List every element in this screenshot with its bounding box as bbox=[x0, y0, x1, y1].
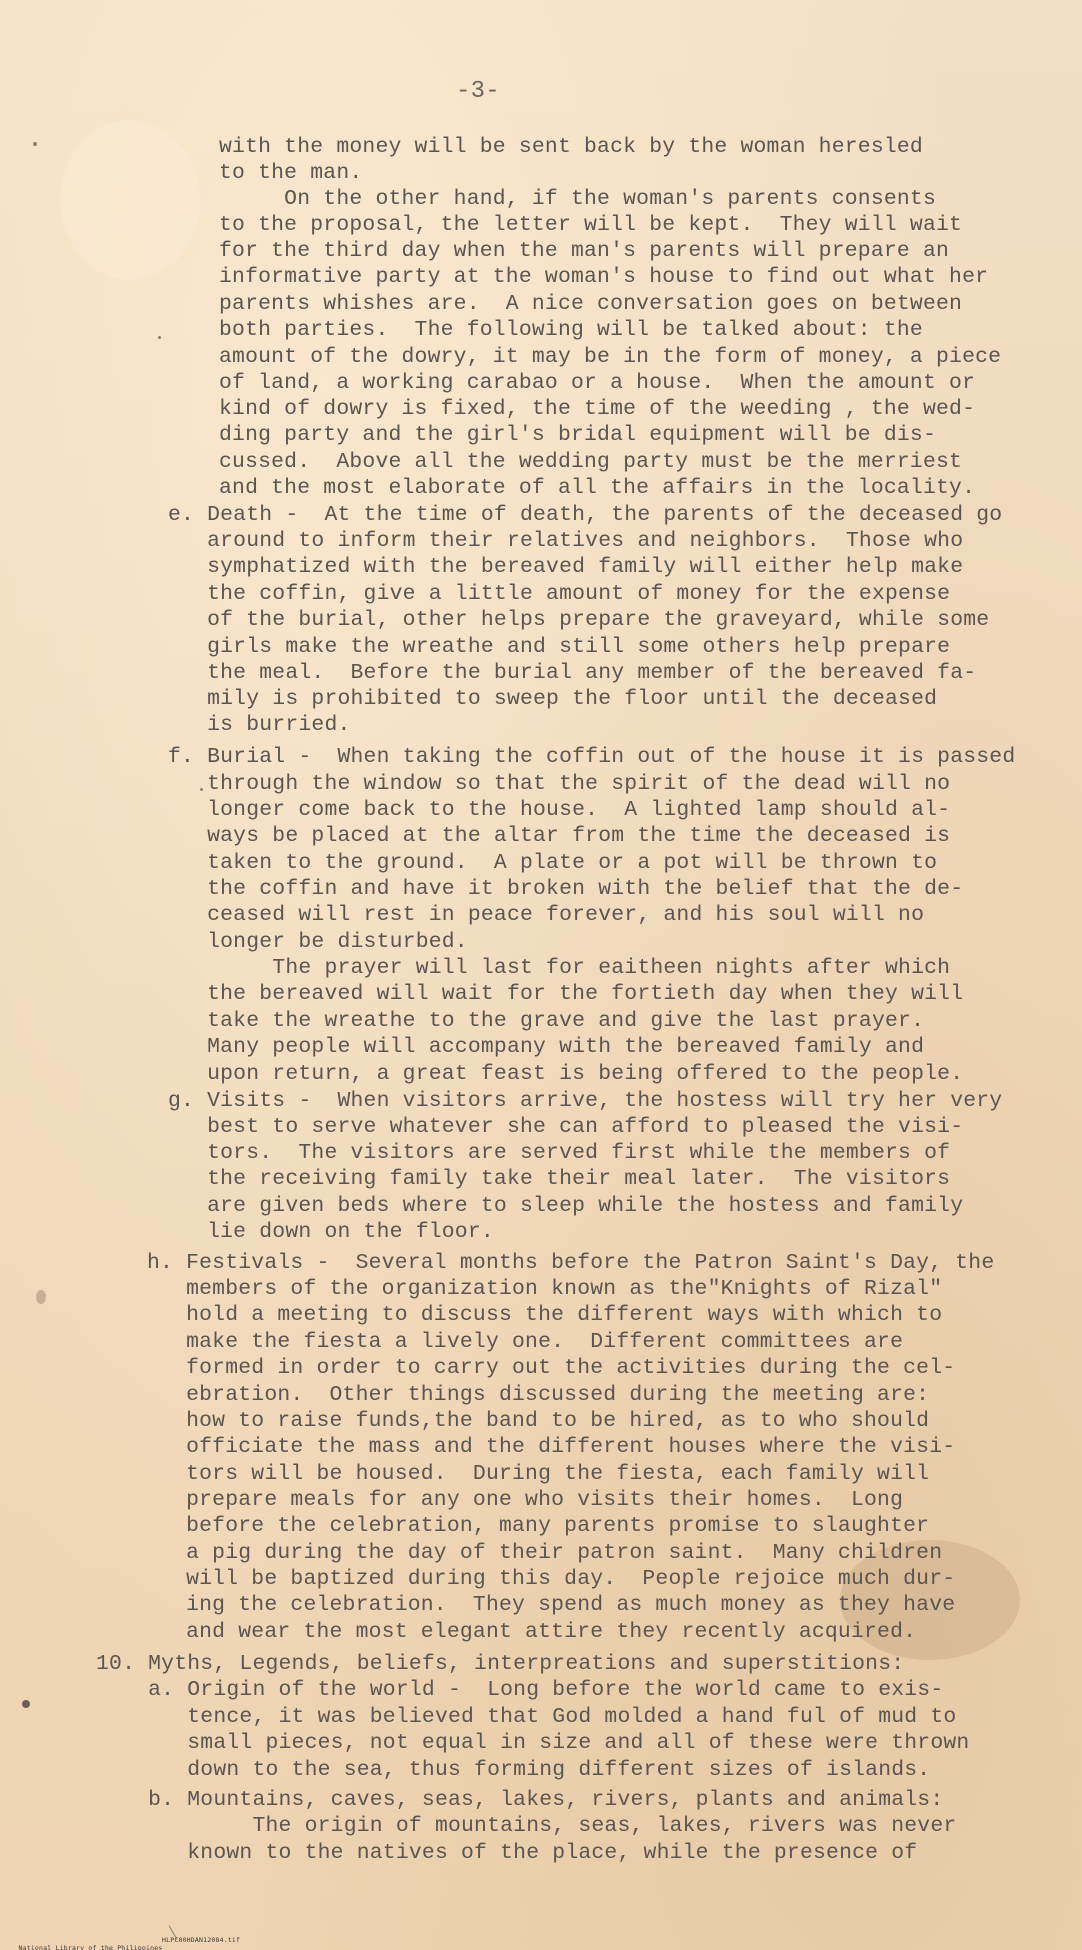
text-line: small pieces, not equal in size and all of these were thrown bbox=[96, 1731, 970, 1755]
text-line: ding party and the girl's bridal equipment will be dis- bbox=[219, 423, 937, 447]
text-line: ebration. Other things discussed during the meeting are: bbox=[147, 1383, 930, 1407]
text-line: ing the celebration. They spend as much money as they have bbox=[147, 1593, 956, 1617]
text-line: the coffin, give a little amount of money for the expense bbox=[168, 582, 951, 606]
text-line: for the third day when the man's parents will prepare an bbox=[219, 239, 950, 263]
text-line: of land, a working carabao or a house. When the amount or bbox=[219, 371, 976, 395]
text-line: 10. Myths, Legends, beliefs, interpreations and superstitions: bbox=[96, 1652, 905, 1676]
text-line: a pig during the day of their patron saint. Many children bbox=[147, 1541, 943, 1565]
text-line: take the wreathe to the grave and give the last prayer. bbox=[168, 1009, 925, 1033]
text-line: longer come back to the house. A lighted lamp should al- bbox=[168, 798, 951, 822]
text-line: around to inform their relatives and neighbors. Those who bbox=[168, 529, 964, 553]
text-line: through the window so that the spirit of the dead will no bbox=[168, 772, 951, 796]
text-line: to the man. bbox=[219, 161, 363, 185]
text-line: to the proposal, the letter will be kept. They will wait bbox=[219, 213, 963, 237]
text-line: e. Death - At the time of death, the parents of the deceased go bbox=[168, 503, 1003, 527]
text-line: will be baptized during this day. People rejoice much dur- bbox=[147, 1567, 956, 1591]
text-line: The prayer will last for eaitheen nights after which bbox=[168, 956, 951, 980]
text-line: upon return, a great feast is being offered to the people. bbox=[168, 1062, 964, 1086]
text-line: the meal. Before the burial any member of the bereaved fa- bbox=[168, 661, 977, 685]
text-line: taken to the ground. A plate or a pot will be thrown to bbox=[168, 851, 938, 875]
text-line: prepare meals for any one who visits their homes. Long bbox=[147, 1488, 904, 1512]
text-line: On the other hand, if the woman's parents consents bbox=[219, 187, 937, 211]
text-line: hold a meeting to discuss the different ways with which to bbox=[147, 1303, 943, 1327]
text-line: and the most elaborate of all the affairs in the locality. bbox=[219, 476, 976, 500]
library-credit: National Library of the Philippines bbox=[18, 1944, 163, 1950]
text-line: ceased will rest in peace forever, and his soul will no bbox=[168, 903, 925, 927]
text-line: before the celebration, many parents promise to slaughter bbox=[147, 1514, 930, 1538]
text-line: formed in order to carry out the activities during the cel- bbox=[147, 1356, 956, 1380]
text-line: h. Festivals - Several months before the Patron Saint's Day, the bbox=[147, 1251, 995, 1275]
scan-footer bbox=[2, 1936, 241, 1950]
text-line: g. Visits - When visitors arrive, the hostess will try her very bbox=[168, 1089, 1003, 1113]
text-line: girls make the wreathe and still some others help prepare bbox=[168, 635, 951, 659]
text-line: of the burial, other helps prepare the graveyard, while some bbox=[168, 608, 990, 632]
text-line: both parties. The following will be talked about: the bbox=[219, 318, 923, 342]
text-line: with the money will be sent back by the woman heresled bbox=[219, 135, 923, 159]
text-line: ways be placed at the altar from the time the deceased is bbox=[168, 824, 951, 848]
text-line: make the fiesta a lively one. Different committees are bbox=[147, 1330, 904, 1354]
text-line: tors will be housed. During the fiesta, each family will bbox=[147, 1462, 930, 1486]
text-line: informative party at the woman's house to find out what her bbox=[219, 265, 989, 289]
text-line: and wear the most elegant attire they recently acquired. bbox=[147, 1620, 917, 1644]
text-line: officiate the mass and the different houses where the visi- bbox=[147, 1435, 956, 1459]
text-line: how to raise funds,the band to be hired, as to who should bbox=[147, 1409, 930, 1433]
text-line: the coffin and have it broken with the belief that the de- bbox=[168, 877, 964, 901]
text-line: b. Mountains, caves, seas, lakes, rivers, plants and animals: bbox=[96, 1788, 944, 1812]
text-line: cussed. Above all the wedding party must be the merriest bbox=[219, 450, 963, 474]
page-number: -3- bbox=[456, 78, 500, 105]
text-line: f. Burial - When taking the coffin out of the house it is passed bbox=[168, 745, 1016, 769]
text-line: members of the organization known as the"Knights of Rizal" bbox=[147, 1277, 943, 1301]
text-line: lie down on the floor. bbox=[168, 1220, 494, 1244]
text-line: parents whishes are. A nice conversation goes on between bbox=[219, 292, 963, 316]
text-line: The origin of mountains, seas, lakes, rivers was never bbox=[96, 1814, 957, 1838]
text-line: Many people will accompany with the bereaved family and bbox=[168, 1035, 925, 1059]
text-line: down to the sea, thus forming different sizes of islands. bbox=[96, 1758, 931, 1782]
text-line: a. Origin of the world - Long before the world came to exis- bbox=[96, 1678, 944, 1702]
text-line: best to serve whatever she can afford to pleased the visi- bbox=[168, 1115, 964, 1139]
text-line: symphatized with the bereaved family will either help make bbox=[168, 555, 964, 579]
text-line: tors. The visitors are served first while the members of bbox=[168, 1141, 951, 1165]
text-line: amount of the dowry, it may be in the form of money, a piece bbox=[219, 345, 1002, 369]
text-line: kind of dowry is fixed, the time of the weeding , the wed- bbox=[219, 397, 976, 421]
text-line: known to the natives of the place, while the presence of bbox=[96, 1841, 918, 1865]
text-line: mily is prohibited to sweep the floor until the deceased bbox=[168, 687, 938, 711]
text-line: the receiving family take their meal later. The visitors bbox=[168, 1167, 951, 1191]
text-line: are given beds where to sleep while the hostess and family bbox=[168, 1194, 964, 1218]
file-code: HLPC00HDAN12084.tif bbox=[162, 1936, 241, 1944]
text-line: the bereaved will wait for the fortieth day when they will bbox=[168, 982, 964, 1006]
text-line: longer be disturbed. bbox=[168, 930, 468, 954]
text-line: is burried. bbox=[168, 713, 351, 737]
text-line: tence, it was believed that God molded a hand ful of mud to bbox=[96, 1705, 957, 1729]
